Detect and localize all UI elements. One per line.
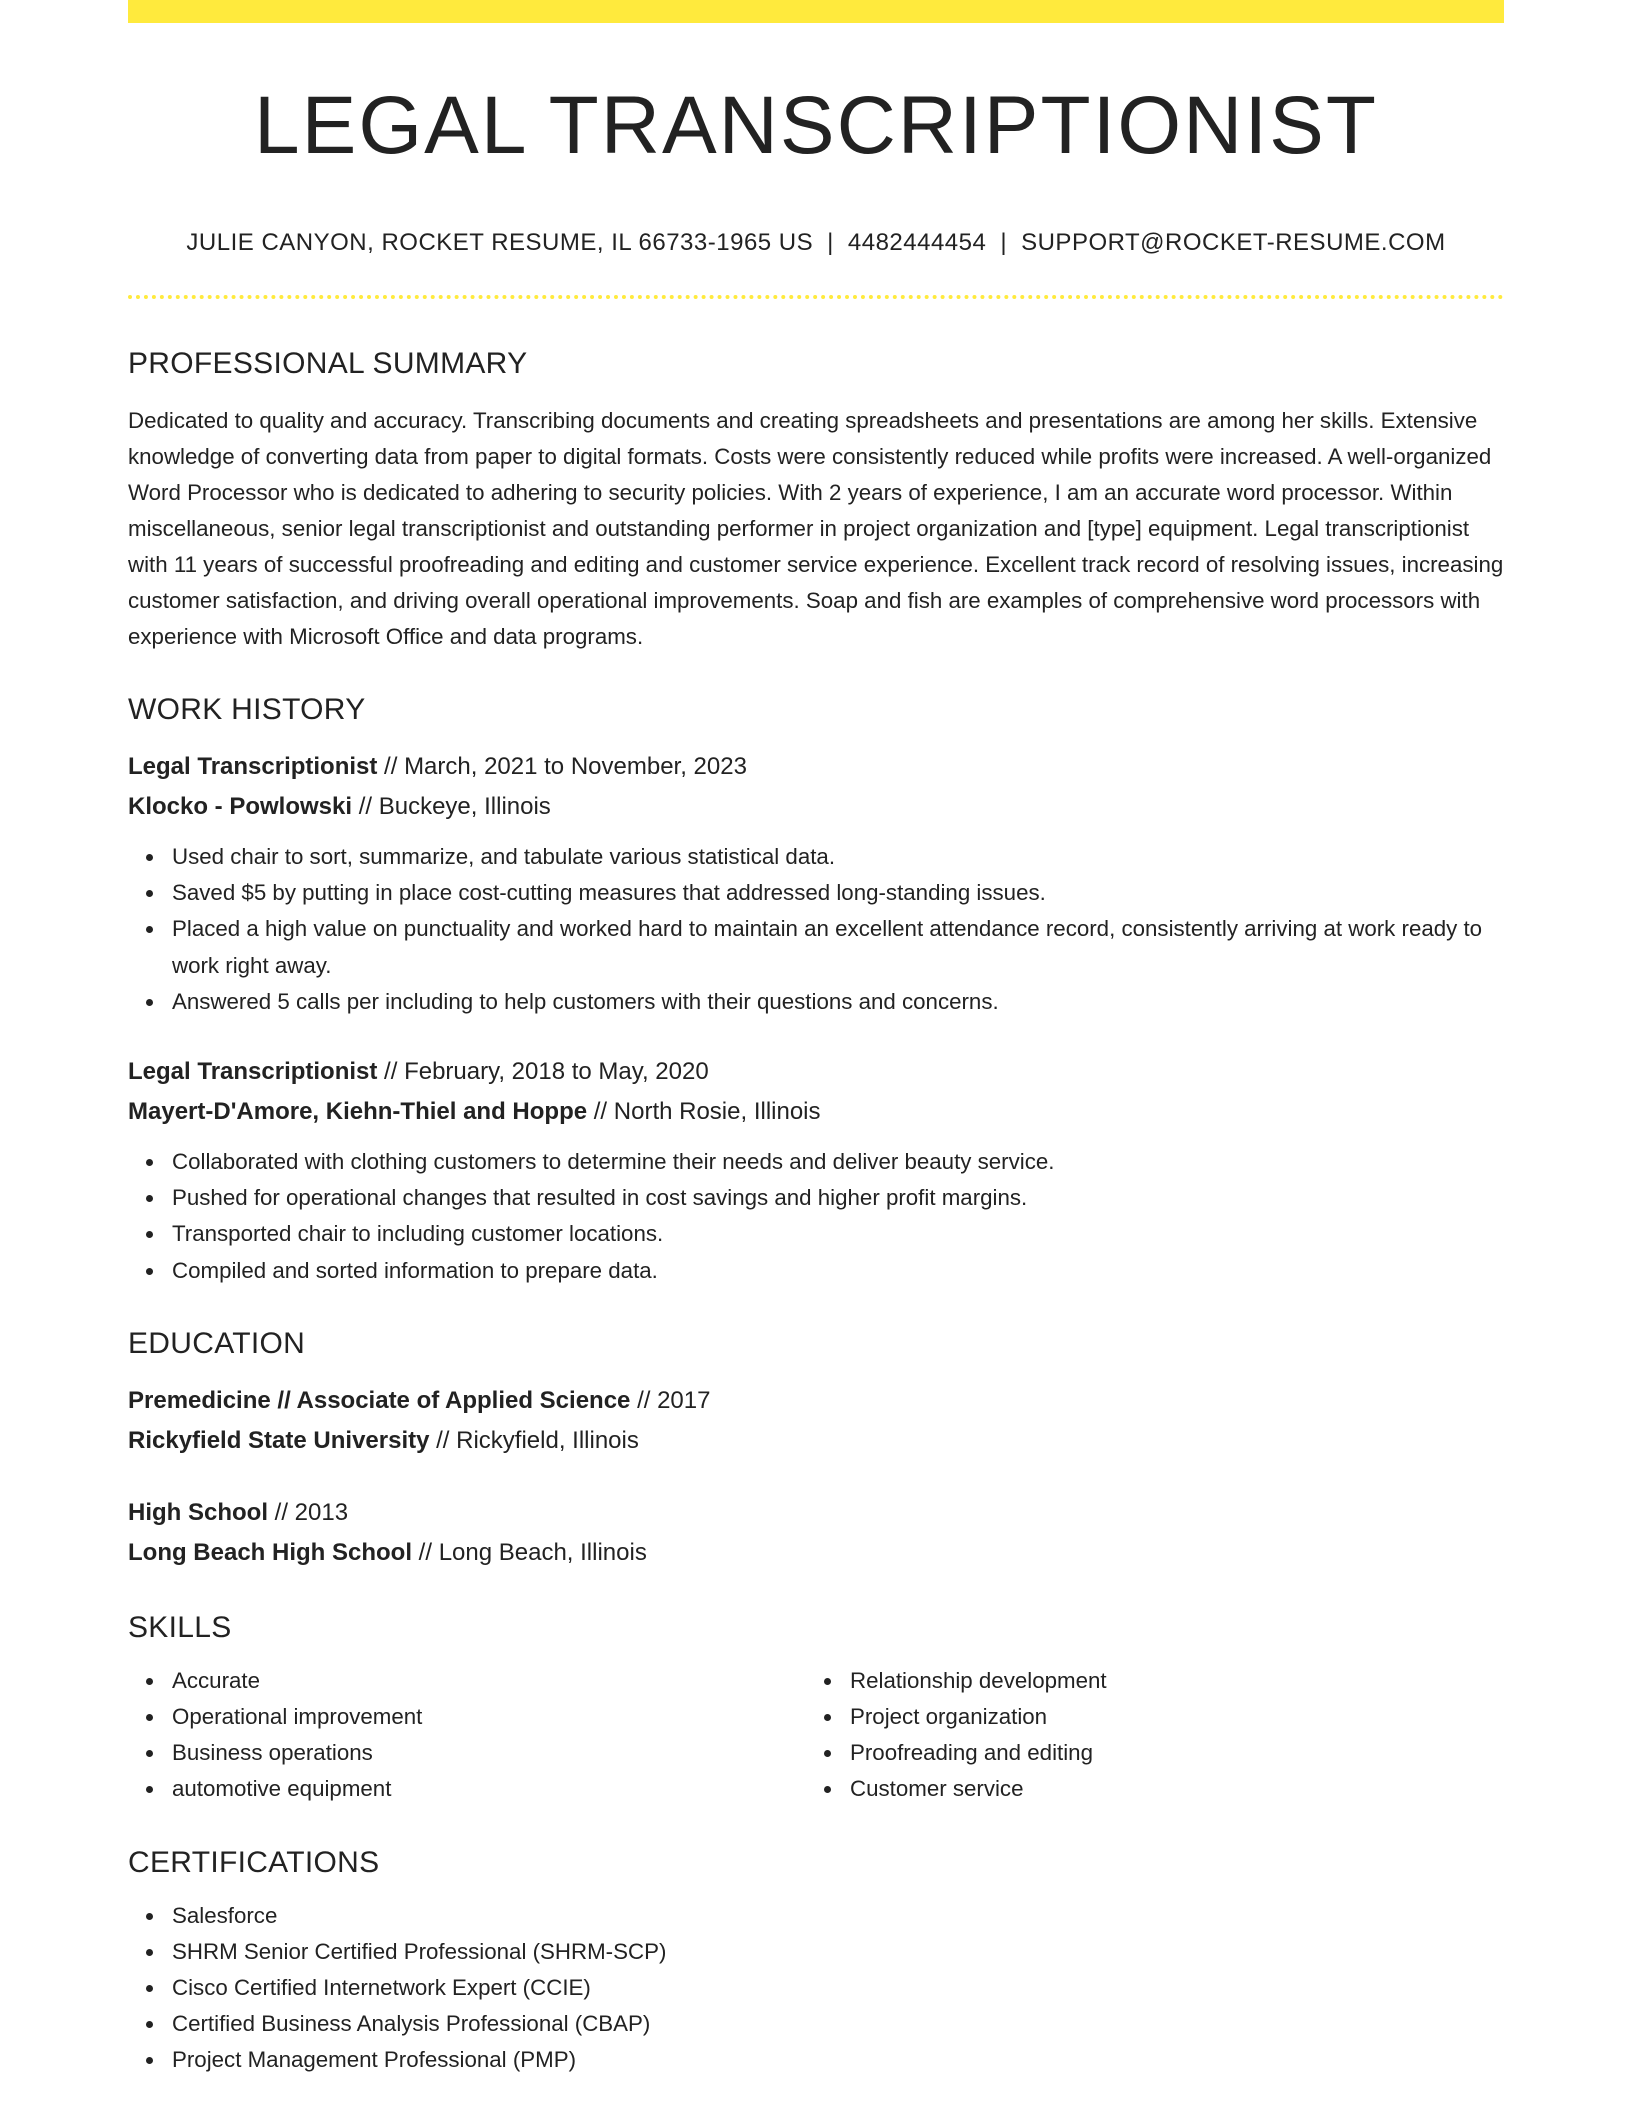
list-item: automotive equipment <box>172 1771 806 1807</box>
accent-top-bar <box>128 0 1504 23</box>
skills-columns <box>128 1663 1504 1808</box>
education-degree: High School <box>128 1498 268 1526</box>
list-item: Business operations <box>172 1735 806 1771</box>
job-location: // Buckeye, Illinois <box>352 793 551 820</box>
contact-address: JULIE CANYON, ROCKET RESUME, IL 66733-1965 US <box>186 229 814 256</box>
job-location: // North Rosie, Illinois <box>587 1098 821 1126</box>
list-item: Proofreading and editing <box>850 1735 1484 1771</box>
education-entry <box>128 1381 1504 1461</box>
education-school-line <box>128 1421 1504 1461</box>
list-item: Salesforce <box>172 1898 1504 1934</box>
list-item: Operational improvement <box>172 1699 806 1735</box>
resume-page <box>128 0 1504 2079</box>
section-title-education: EDUCATION <box>128 1326 306 1360</box>
education-school: Rickyfield State University <box>128 1426 430 1454</box>
list-item: Collaborated with clothing customers to determine their needs and deliver beauty service. <box>172 1144 1504 1180</box>
list-item: Saved $5 by putting in place cost-cutting measures that addressed long-standing issues. <box>172 875 1504 911</box>
education-location: // Long Beach, Illinois <box>412 1538 647 1566</box>
skills-list <box>128 1663 806 1808</box>
summary-text: Dedicated to quality and accuracy. Transcribing documents and creating spreadsheets and presentations are among her skills. Extensive knowledge of converting data from paper to digital formats. Costs were consistently reduced while profits were increased. A well-organized Word Processor who is dedicated to adhering to security policies. With 2 years of experience, I am an accurate word processor. Within miscellaneous, senior legal transcriptionist and outstanding performer in project organization and [type] equipment. Legal transcriptionist with 11 years of successful proofreading and editing and customer service experience. Excellent track record of resolving issues, increasing customer satisfaction, and driving overall operational improvements. Soap and fish are examples of comprehensive word processors with experience with Microsoft Office and data programs. <box>128 408 1504 649</box>
list-item: Accurate <box>172 1663 806 1699</box>
dotted-divider <box>128 295 1504 299</box>
education-entry <box>128 1493 1504 1573</box>
list-item: Used chair to sort, summarize, and tabulate various statistical data. <box>172 839 1504 875</box>
list-item: Placed a high value on punctuality and worked hard to maintain an excellent attendance record, consistently arriving at work ready to work right away. <box>172 911 1504 983</box>
job-bullet-list <box>128 1144 1504 1289</box>
education-school: Long Beach High School <box>128 1538 413 1566</box>
section-title-work-history: WORK HISTORY <box>128 693 366 726</box>
list-item: Project Management Professional (PMP) <box>172 2042 1504 2078</box>
list-item: Project organization <box>850 1699 1484 1735</box>
education-year: // 2013 <box>268 1498 349 1526</box>
certifications-list <box>128 1898 1504 2079</box>
list-item: Answered 5 calls per including to help customers with their questions and concerns. <box>172 984 1504 1020</box>
job-dates: // March, 2021 to November, 2023 <box>377 753 747 780</box>
job-role-line <box>128 747 1504 787</box>
job-role: Legal Transcriptionist <box>128 753 378 780</box>
job-company-line <box>128 1092 1504 1132</box>
education-year: // 2017 <box>630 1386 711 1414</box>
list-item: Customer service <box>850 1771 1484 1807</box>
section-title-summary: PROFESSIONAL SUMMARY <box>128 347 528 380</box>
skills-column-left <box>128 1663 806 1808</box>
job-role-line <box>128 1052 1504 1092</box>
education-school-line <box>128 1533 1504 1573</box>
job-entry <box>128 747 1504 1020</box>
education-degree-line <box>128 1493 1504 1533</box>
resume-title: LEGAL TRANSCRIPTIONIST <box>254 80 1378 171</box>
list-item: Certified Business Analysis Professional (CBAP) <box>172 2006 1504 2042</box>
education-location: // Rickyfield, Illinois <box>429 1426 639 1454</box>
list-item: SHRM Senior Certified Professional (SHRM-SCP) <box>172 1934 1504 1970</box>
job-company: Klocko - Powlowski <box>128 793 353 820</box>
job-company: Mayert-D'Amore, Kiehn-Thiel and Hoppe <box>128 1098 588 1126</box>
education-degree-line <box>128 1381 1504 1421</box>
job-entry <box>128 1052 1504 1289</box>
list-item: Cisco Certified Internetwork Expert (CCIE) <box>172 1970 1504 2006</box>
job-bullet-list <box>128 839 1504 1020</box>
contact-line <box>128 231 1504 255</box>
contact-email: SUPPORT@ROCKET-RESUME.COM <box>1021 229 1446 256</box>
list-item: Transported chair to including customer locations. <box>172 1216 1504 1252</box>
list-item: Compiled and sorted information to prepare data. <box>172 1253 1504 1289</box>
education-degree: Premedicine // Associate of Applied Science <box>128 1386 631 1414</box>
list-item: Pushed for operational changes that resulted in cost savings and higher profit margins. <box>172 1180 1504 1216</box>
contact-phone: 4482444454 <box>847 229 987 256</box>
job-role: Legal Transcriptionist <box>128 1058 378 1086</box>
job-dates: // February, 2018 to May, 2020 <box>377 1058 709 1086</box>
job-company-line <box>128 787 1504 827</box>
section-title-skills: SKILLS <box>128 1610 232 1644</box>
section-title-certifications: CERTIFICATIONS <box>128 1845 380 1879</box>
skills-list <box>806 1663 1484 1808</box>
list-item: Relationship development <box>850 1663 1484 1699</box>
contact-separator: | <box>1000 229 1008 256</box>
contact-separator: | <box>827 229 834 256</box>
skills-column-right <box>806 1663 1484 1808</box>
